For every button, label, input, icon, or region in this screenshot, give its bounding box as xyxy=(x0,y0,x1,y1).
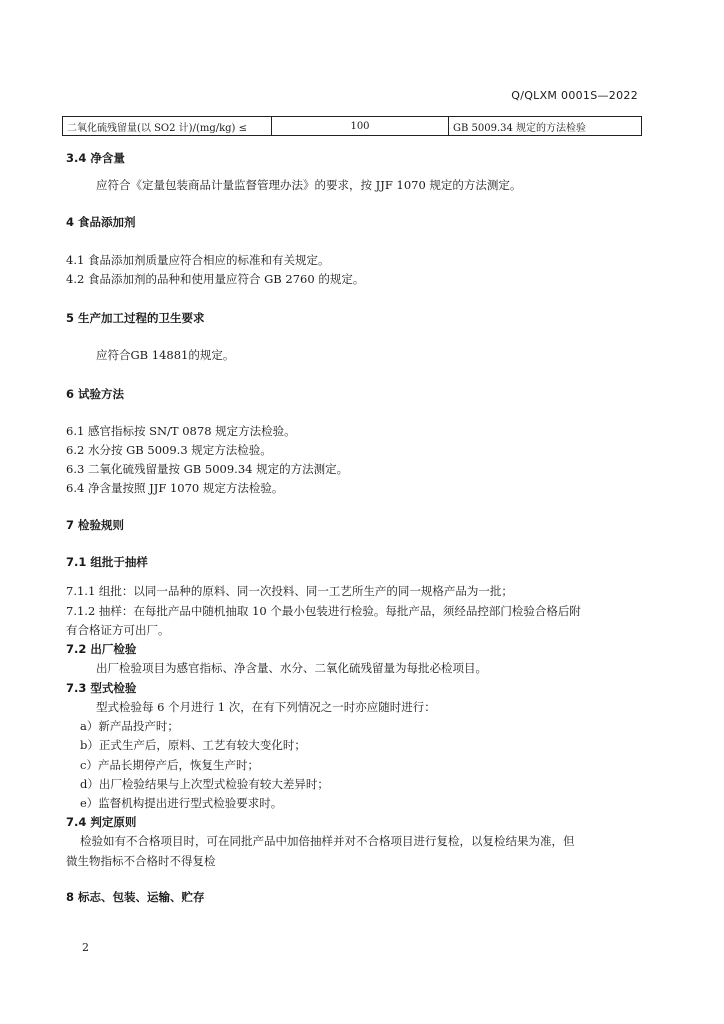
table-cell-limit: 100 xyxy=(272,117,449,136)
section-heading-7-3: 7.3 型式检验 xyxy=(66,681,137,695)
section-heading-7-1: 7.1 组批于抽样 xyxy=(66,555,148,569)
list-item-6-2: 6.2 水分按 GB 5009.3 规定方法检验。 xyxy=(66,443,272,457)
paragraph-7-1-1: 7.1.1 组批：以同一品种的原料、同一次投料、同一工艺所生产的同一规格产品为一批； xyxy=(66,584,513,598)
paragraph-7-2: 出厂检验项目为感官指标、净含量、水分、二氧化硫残留量为每批必检项目。 xyxy=(96,661,487,675)
paragraph-7-4-line1: 检验如有不合格项目时，可在同批产品中加倍抽样并对不合格项目进行复检，以复检结果为准，但 xyxy=(80,834,575,848)
list-item-4-1: 4.1 食品添加剂质量应符合相应的标准和有关规定。 xyxy=(66,253,330,267)
section-heading-3-4: 3.4 净含量 xyxy=(66,151,125,165)
list-item-6-3: 6.3 二氧化硫残留量按 GB 5009.34 规定的方法测定。 xyxy=(66,462,349,476)
list-item-7-3-d: d）出厂检验结果与上次型式检验有较大差异时； xyxy=(80,777,329,791)
table-row xyxy=(63,117,642,136)
paragraph-7-1-2-line1: 7.1.2 抽样：在每批产品中随机抽取 10 个最小包装进行检验。每批产品，须经品控部门检验合格后附 xyxy=(66,604,581,618)
list-item-7-3-c: c）产品长期停产后，恢复生产时； xyxy=(80,758,259,772)
list-item-7-3-a: a）新产品投产时； xyxy=(80,719,179,733)
section-heading-6: 6 试验方法 xyxy=(66,387,125,401)
table-cell-method: GB 5009.34 规定的方法检验 xyxy=(449,117,642,136)
paragraph-7-4-line2: 微生物指标不合格时不得复检 xyxy=(66,854,216,868)
paragraph-3-4: 应符合《定量包装商品计量监督管理办法》的要求，按 JJF 1070 规定的方法测定。 xyxy=(96,178,522,192)
spec-table xyxy=(62,116,642,136)
section-heading-7: 7 检验规则 xyxy=(66,518,125,532)
paragraph-5: 应符合GB 14881的规定。 xyxy=(96,348,235,362)
paragraph-7-1-2-line2: 有合格证方可出厂。 xyxy=(66,623,170,637)
list-item-6-4: 6.4 净含量按照 JJF 1070 规定方法检验。 xyxy=(66,481,284,495)
table-cell-item: 二氧化硫残留量(以 SO2 计)/(mg/kg) ≤ xyxy=(63,117,272,136)
section-heading-8: 8 标志、包装、运输、贮存 xyxy=(66,890,205,904)
page-number: 2 xyxy=(82,941,89,954)
document-id: Q/QLXM 0001S—2022 xyxy=(511,89,638,102)
list-item-7-3-b: b）正式生产后，原料、工艺有较大变化时； xyxy=(80,738,306,752)
list-item-6-1: 6.1 感官指标按 SN/T 0878 规定方法检验。 xyxy=(66,424,296,438)
section-heading-7-2: 7.2 出厂检验 xyxy=(66,642,137,656)
section-heading-4: 4 食品添加剂 xyxy=(66,215,136,229)
list-item-4-2: 4.2 食品添加剂的品种和使用量应符合 GB 2760 的规定。 xyxy=(66,272,365,286)
paragraph-7-3: 型式检验每 6 个月进行 1 次，在有下列情况之一时亦应随时进行： xyxy=(96,700,436,714)
section-heading-5: 5 生产加工过程的卫生要求 xyxy=(66,311,205,325)
list-item-7-3-e: e）监督机构提出进行型式检验要求时。 xyxy=(80,796,283,810)
section-heading-7-4: 7.4 判定原则 xyxy=(66,815,137,829)
